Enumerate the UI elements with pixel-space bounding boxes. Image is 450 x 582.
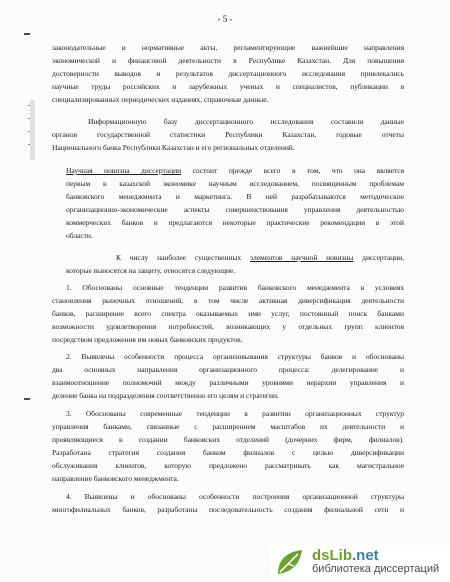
- text-line: управления банками, связанные с расширением масштабов их деятельности и: [52, 423, 404, 431]
- text-line: обслуживания клиентов, которую предложено рассматривать как магистральное: [52, 462, 404, 470]
- text-line: становления рыночных отношений, в том числе активная диверсификация деятельности: [52, 297, 404, 305]
- text-line: органов государственной статистики Республики Казахстан, годовые отчеты: [52, 131, 404, 139]
- text-line: банков, расширение всего спектра оказываемых ими услуг, постоянный поиск банками: [52, 310, 404, 318]
- text-line: Разработана стратегия создания банком филиалов с целью диверсификации: [52, 449, 404, 457]
- text-line: первым в казахской экономике научным исследованием, посвященным проблемам: [66, 180, 404, 188]
- text-line: возможности удовлетворения потребностей, возникающих у отдельных групп клиентов: [52, 323, 404, 331]
- text-line: 4. Выявлены и обоснованы особенности построения организационной структуры: [66, 493, 404, 501]
- text-line: К числу наиболее существенных элементов научной новизны диссертации,: [116, 254, 404, 262]
- text-line: направление банковского менеджмента.: [52, 475, 179, 483]
- text-line: банковского менеджмента и маркетинга. В ней разрабатываются методические: [66, 193, 404, 201]
- text-line: Научная новизна диссертации состоит прежде всего в том, что она является: [66, 167, 404, 175]
- page-number: - 5 -: [217, 14, 233, 24]
- leaf-logo-icon: [274, 546, 306, 578]
- text-line: достоверности выводов и результатов диссертационного исследования привлекались: [52, 70, 404, 78]
- scan-mark: [28, 105, 30, 106]
- text-line: посредством предложения им новых банковских продуктов.: [52, 336, 243, 344]
- text-line: организационно-экономические аспекты совершенствования управления деятельностью: [66, 206, 404, 214]
- scan-mark: [28, 118, 30, 119]
- scan-stain: [30, 100, 35, 160]
- margin-tick: [24, 398, 30, 400]
- scan-mark: [28, 144, 30, 145]
- text-line: области.: [66, 232, 93, 240]
- watermark: [270, 545, 450, 579]
- text-line: многофилиальных банков, разработаны последовательность создания филиальной сети и: [52, 506, 404, 514]
- watermark-subtitle: библиотека диссертаций: [312, 563, 440, 576]
- watermark-title: [312, 548, 439, 564]
- text-line: взаимоотношение полномочий между различными уровнями иерархии управления и: [52, 379, 404, 387]
- text-line: специализированных периодических изданиях, справочные данные.: [52, 96, 269, 104]
- text-line: Информационную базу диссертационного исследования составили данные: [88, 118, 404, 126]
- text-line: коммерческих банков и предлагаются некоторые практические рекомендации в этой: [66, 219, 404, 227]
- text-line: 2. Выявлены особенности процесса организовывания структуры банков и обоснованы: [66, 353, 404, 361]
- text-line: деление банка на подразделения соответственно его целям и стратегии.: [52, 392, 279, 400]
- scan-mark: [28, 131, 30, 132]
- watermark-title-part2: .net: [352, 547, 379, 565]
- text-line: научные труды российских и зарубежных ученых и специалистов, публикации в: [52, 83, 404, 91]
- text-line: 3. Обоснованы современные тенденции в развитии организационных структур: [66, 410, 404, 418]
- text-line: два основных направления организационного процесса: делегирование и: [52, 366, 404, 374]
- margin-tick: [24, 33, 30, 35]
- text-line: которые выносятся на защиту, относятся следующие.: [66, 267, 236, 275]
- watermark-title-part1: dsLib: [312, 547, 352, 565]
- text-line: законодательные и нормативные акты, регламентирующие важнейшие направления: [52, 44, 404, 52]
- text-line: Национального банка Республики Казахстан и его региональных отделений.: [52, 144, 295, 152]
- text-line: экономической и финансовой деятельности в Республике Казахстан. Для повышения: [52, 57, 404, 65]
- text-line: проявляющиеся в создании банковских отделений (дочерних фирм, филиалов).: [52, 436, 404, 444]
- text-line: 1. Обоснованы основные тенденции развития банковского менеджмента в условиях: [66, 284, 404, 292]
